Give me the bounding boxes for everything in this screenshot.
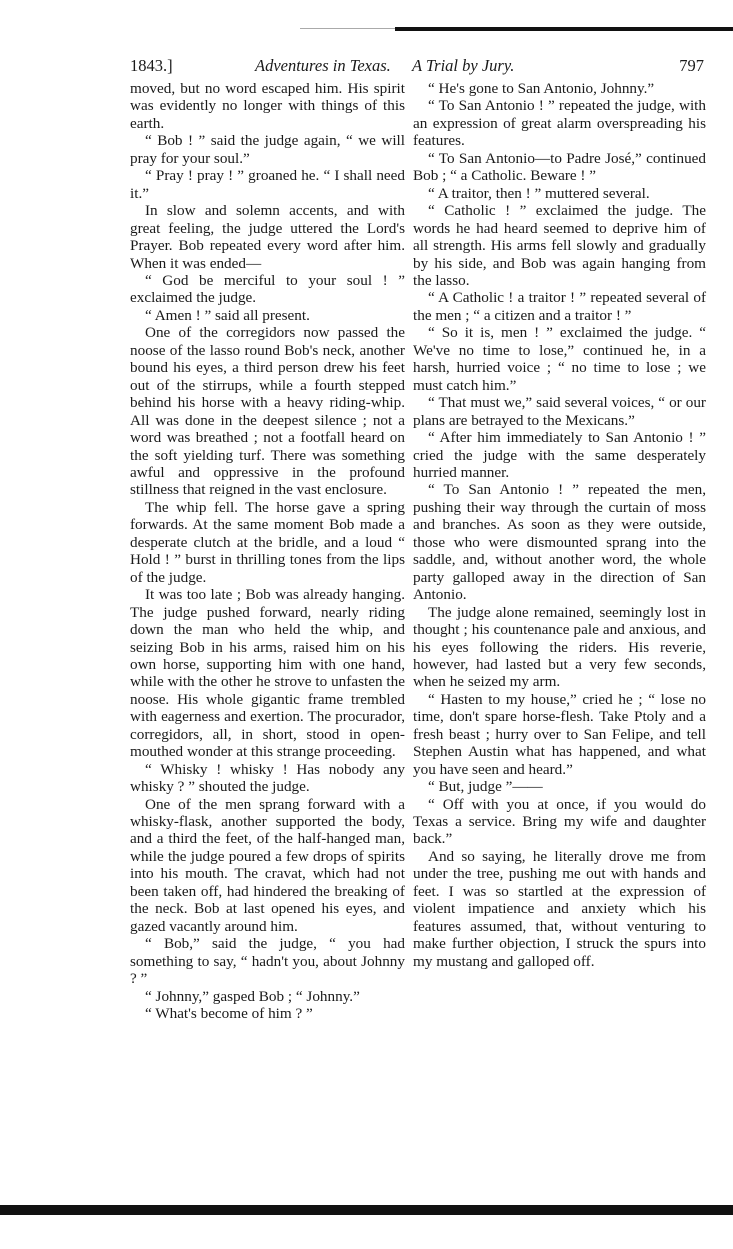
- header-left-title: Adventures in Texas.: [255, 56, 391, 75]
- left-column: [130, 80, 405, 1022]
- paragraph: In slow and solemn accents, and with great feeling, the judge uttered the Lord's Prayer. Bob repeated every word after him. When it was ended—: [130, 202, 405, 272]
- paragraph: And so saying, he literally drove me from under the tree, pushing me out with hands and feet. I was so startled at the expression of violent impatience and anxiety which his features assumed, that, without venturing to make further objection, I struck the spurs into my mustang and galloped off.: [413, 847, 706, 970]
- paragraph: “ God be merciful to your soul ! ” exclaimed the judge.: [130, 271, 405, 307]
- top-faint-rule: [300, 28, 395, 29]
- paragraph: “ Hasten to my house,” cried he ; “ lose no time, don't spare horse-flesh. Take Ptoly and a fresh beast ; hurry over to San Felipe, and tell Stephen Austin what has happened, and what you have seen and heard.”: [413, 690, 706, 778]
- paragraph: “ To San Antonio—to Padre José,” continued Bob ; “ a Catholic. Beware ! ”: [413, 149, 706, 185]
- paragraph: “ Bob ! ” said the judge again, “ we will pray for your soul.”: [130, 132, 405, 167]
- paragraph: “ To San Antonio ! ” repeated the men, pushing their way through the curtain of moss and branches. As soon as they were outside, those who were dismounted sprang into the saddle, and, without another word, the whole party galloped away in the direction of San Antonio.: [413, 481, 706, 604]
- bottom-rule: [0, 1205, 733, 1215]
- header-right-title: A Trial by Jury.: [412, 56, 515, 75]
- paragraph: “ Off with you at once, if you would do Texas a service. Bring my wife and daughter back.”: [413, 795, 706, 848]
- page-number: 797: [679, 56, 704, 75]
- paragraph: “ Whisky ! whisky ! Has nobody any whisky ? ” shouted the judge.: [130, 760, 405, 796]
- paragraph: The whip fell. The horse gave a spring forwards. At the same moment Bob made a desperate clutch at the bridle, and a loud “ Hold ! ” burst in thrilling tones from the lips of the judge.: [130, 498, 405, 586]
- paragraph: “ But, judge ”——: [428, 778, 543, 796]
- paragraph: “ A Catholic ! a traitor ! ” repeated several of the men ; “ a citizen and a traitor ! ”: [413, 289, 706, 324]
- paragraph: moved, but no word escaped him. His spirit was evidently no longer with things of this earth.: [130, 80, 405, 132]
- paragraph: “ So it is, men ! ” exclaimed the judge. “ We've no time to lose,” continued he, in a harsh, hurried voice ; “ no time to lose ; we must catch him.”: [413, 324, 706, 394]
- paragraph: One of the men sprang forward with a whisky-flask, another supported the body, and a third the feet, of the half-hanged man, while the judge poured a few drops of spirits into his mouth. The cravat, which had not been taken off, had hindered the breaking of the neck. Bob at last opened his eyes, and gazed vacantly around him.: [130, 795, 405, 935]
- paragraph: “ To San Antonio ! ” repeated the judge, with an expression of great alarm overspreading his features.: [413, 97, 706, 150]
- paragraph: “ After him immediately to San Antonio ! ” cried the judge with the same desperately hurried manner.: [413, 429, 706, 481]
- paragraph: It was too late ; Bob was already hanging. The judge pushed forward, nearly riding down the man who held the whip, and seizing Bob in his arms, raised him on his own horse, supporting him with one hand, while with the other he strove to unfasten the noose. His whole gigantic frame trembled with eagerness and exertion. The procurador, corregidors, all, in short, stood in open-mouthed wonder at this strange proceeding.: [130, 586, 405, 761]
- paragraph: “ That must we,” said several voices, “ or our plans are betrayed to the Mexicans.”: [413, 394, 706, 429]
- top-rule: [395, 27, 733, 31]
- paragraph: One of the corregidors now passed the noose of the lasso round Bob's neck, another bound his eyes, a third person drew his feet out of the stirrups, while a fourth stepped behind his horse with a heavy riding-whip. All was done in the deepest silence ; not a word was breathed ; not a footfall heard on the soft yielding turf. There was something awful and oppressive in the profound stillness that reigned in the vast enclosure.: [130, 324, 405, 499]
- paragraph: “ What's become of him ? ”: [145, 1005, 313, 1023]
- header-year: 1843.]: [130, 56, 173, 75]
- paragraph: “ A traitor, then ! ” muttered several.: [428, 184, 650, 202]
- running-header: [130, 56, 706, 78]
- right-column: [413, 80, 706, 970]
- paragraph: “ Pray ! pray ! ” groaned he. “ I shall need it.”: [130, 167, 405, 202]
- paragraph: “ Amen ! ” said all present.: [145, 306, 310, 324]
- paragraph: “ He's gone to San Antonio, Johnny.”: [428, 80, 655, 97]
- paragraph: “ Catholic ! ” exclaimed the judge. The words he had heard seemed to deprive him of all strength. His arms fell slowly and gradually by his side, and Bob was again hanging from the lasso.: [413, 202, 706, 289]
- paragraph: “ Bob,” said the judge, “ you had something to say, “ hadn't you, about Johnny ? ”: [130, 935, 405, 988]
- paragraph: The judge alone remained, seemingly lost in thought ; his countenance pale and anxious, and his eyes following the riders. His reverie, however, had lasted but a very few seconds, when he seized my arm.: [413, 603, 706, 691]
- paragraph: “ Johnny,” gasped Bob ; “ Johnny.”: [145, 987, 360, 1005]
